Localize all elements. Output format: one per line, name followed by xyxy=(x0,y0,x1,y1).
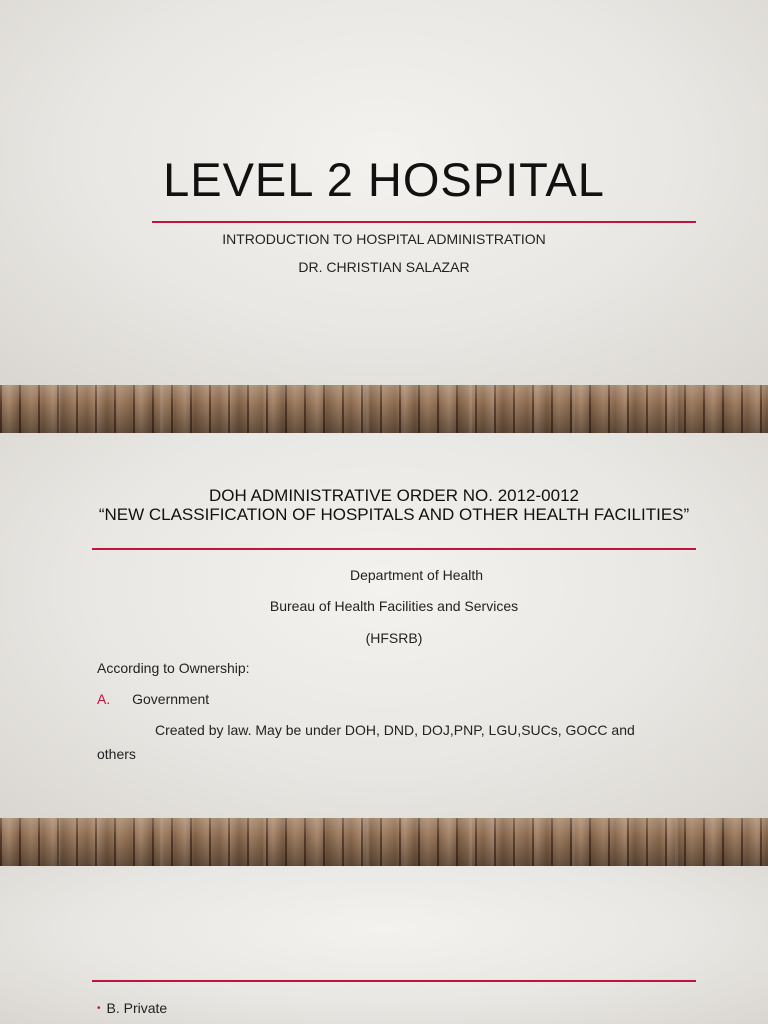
government-description-line1: Created by law. May be under DOH, DND, DOJ,PNP, LGU,SUCs, GOCC and xyxy=(155,722,635,738)
wood-floor-strip xyxy=(0,818,768,866)
bureau-name: Bureau of Health Facilities and Services xyxy=(269,598,519,614)
bureau-abbr: (HFSRB) xyxy=(365,630,423,646)
slide3-divider xyxy=(92,980,696,982)
slide-title-heading: LEVEL 2 HOSPITAL xyxy=(163,153,605,206)
list-marker: A. xyxy=(97,691,111,707)
wood-floor-strip xyxy=(0,385,768,433)
government-description-line2: others xyxy=(97,746,136,762)
department-name: Department of Health xyxy=(350,567,484,583)
bullet-private-label: B. Private xyxy=(106,1000,168,1016)
order-title: “NEW CLASSIFICATION OF HOSPITALS AND OTHER HEALTH FACILITIES” xyxy=(98,505,690,524)
list-item-label: Government xyxy=(132,691,210,707)
order-number: DOH ADMINISTRATIVE ORDER NO. 2012-0012 xyxy=(208,486,579,505)
slide-title xyxy=(0,0,768,385)
ownership-label: According to Ownership: xyxy=(97,660,250,676)
bullet-private xyxy=(97,1000,167,1016)
bullet-icon: • xyxy=(97,1003,101,1014)
slide-private xyxy=(0,866,768,1024)
slide-administrative-order xyxy=(0,433,768,818)
list-item-government xyxy=(97,691,209,707)
course-subtitle: INTRODUCTION TO HOSPITAL ADMINISTRATION xyxy=(222,231,546,247)
heading-divider xyxy=(92,548,696,550)
title-divider xyxy=(152,221,696,223)
author-name: DR. CHRISTIAN SALAZAR xyxy=(298,259,470,275)
order-heading xyxy=(92,486,696,524)
